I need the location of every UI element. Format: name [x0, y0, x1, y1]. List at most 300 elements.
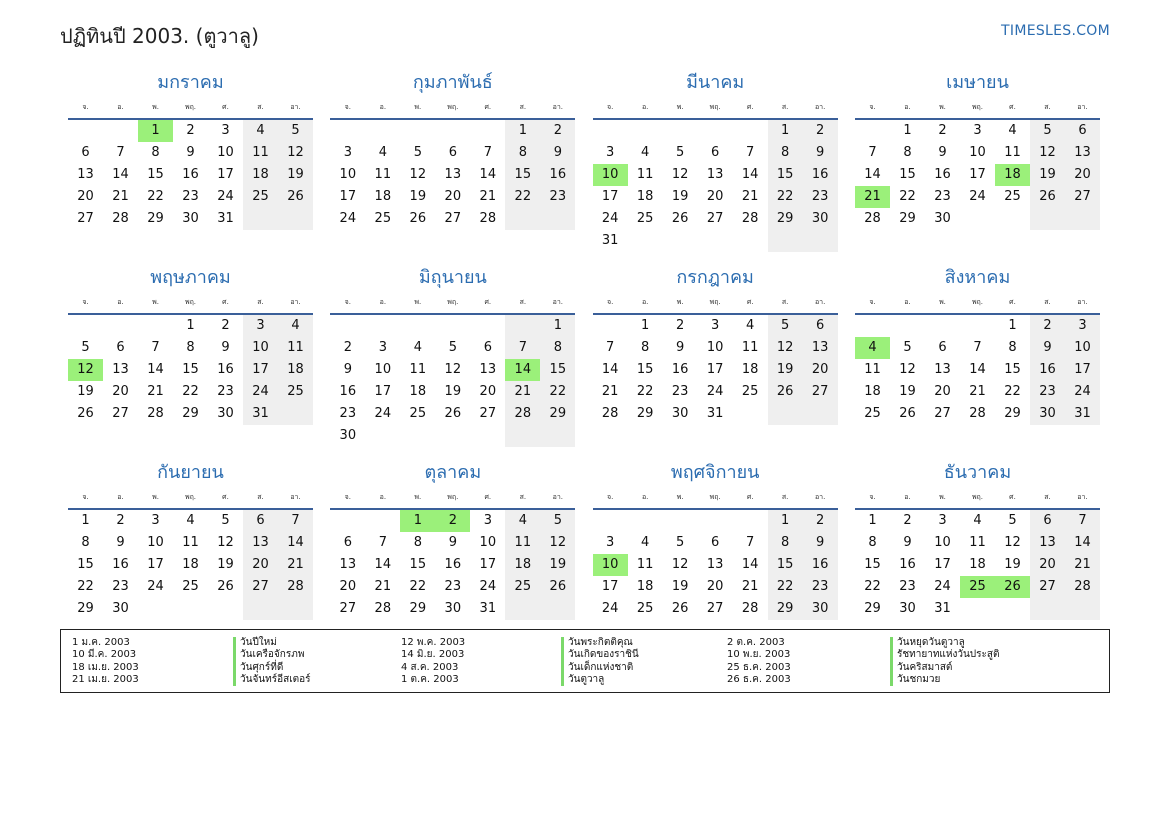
- day-cell: 27: [112, 406, 129, 421]
- day-cell: 18: [636, 189, 654, 204]
- empty-day-cell: [663, 230, 698, 252]
- month-block: [593, 265, 838, 460]
- weekday-label: พฤ.: [709, 103, 721, 111]
- holiday-name: วันศุกร์ที่ดี: [233, 662, 311, 674]
- day-cell: 25: [409, 406, 427, 421]
- day-cell: 2: [676, 318, 685, 333]
- weekday-label: พ.: [676, 298, 684, 306]
- weekday-label: อ.: [904, 493, 911, 501]
- day-cell: 21: [741, 579, 759, 594]
- day-cell: 23: [112, 579, 129, 594]
- weekday-label: พ.: [676, 493, 684, 501]
- day-cell: 29: [1004, 406, 1021, 421]
- weekday-label: ศ.: [222, 298, 229, 306]
- day-cell: 19: [768, 359, 803, 381]
- weekday-label: อ.: [904, 103, 911, 111]
- day-cell: 22: [77, 579, 94, 594]
- weekday-label: ส.: [257, 298, 264, 306]
- day-cell: 29: [409, 601, 427, 616]
- empty-day-cell: [1030, 598, 1065, 620]
- day-cell: 3: [711, 318, 720, 333]
- weekday-header: [593, 96, 838, 120]
- holiday-day-cell: 1: [400, 510, 435, 532]
- holiday-date: 4 ส.ค. 2003: [401, 661, 459, 673]
- day-cell: 7: [116, 145, 125, 160]
- empty-day-cell: [505, 208, 540, 230]
- month-name: มีนาคม: [686, 72, 745, 93]
- empty-day-cell: [103, 315, 138, 337]
- day-cell: 21: [278, 554, 313, 576]
- empty-day-cell: [505, 315, 540, 337]
- day-cell: 2: [803, 510, 838, 532]
- holiday-name: วันหยุดวันตูวาลู: [890, 637, 1000, 649]
- day-cell: 5: [413, 145, 422, 160]
- holiday-date: 21 เม.ย. 2003: [72, 673, 139, 685]
- weekday-label: พ.: [414, 103, 422, 111]
- holiday-date: 2 ต.ค. 2003: [727, 637, 785, 648]
- weekday-label: ศ.: [746, 298, 754, 306]
- month-block: [855, 70, 1100, 265]
- day-cell: 7: [483, 145, 492, 160]
- month-block: [855, 460, 1100, 655]
- empty-day-cell: [208, 598, 243, 620]
- weekday-label: ส.: [257, 103, 264, 111]
- weekday-label: พฤ.: [709, 493, 721, 501]
- day-cell: 1: [768, 510, 803, 532]
- month-name: กันยายน: [157, 462, 224, 483]
- day-cell: 23: [339, 406, 357, 421]
- day-cell: 20: [706, 189, 724, 204]
- empty-day-cell: [698, 510, 733, 532]
- day-cell: 24: [969, 189, 986, 204]
- day-cell: 22: [768, 186, 803, 208]
- day-cell: 30: [444, 601, 462, 616]
- weekday-header: [330, 96, 575, 120]
- day-cell: 11: [741, 340, 759, 355]
- day-cell: 30: [1030, 403, 1065, 425]
- day-cell: 10: [479, 535, 497, 550]
- empty-day-cell: [593, 315, 628, 337]
- holiday-day-cell: 2: [435, 510, 470, 532]
- day-cell: 5: [768, 315, 803, 337]
- day-cell: 3: [483, 513, 492, 528]
- weekday-label: อ.: [379, 298, 387, 306]
- day-cell: 25: [278, 381, 313, 403]
- day-cell: 21: [147, 384, 164, 399]
- empty-day-cell: [1030, 208, 1065, 230]
- day-cell: 4: [641, 145, 650, 160]
- day-cell: 25: [1004, 189, 1021, 204]
- day-cell: 30: [217, 406, 234, 421]
- day-cell: 8: [768, 142, 803, 164]
- holiday-name: วันคริสมาสต์: [890, 662, 1000, 674]
- day-cell: 10: [217, 145, 234, 160]
- day-cell: 5: [221, 513, 230, 528]
- day-cell: 20: [803, 359, 838, 381]
- day-cell: 14: [112, 167, 129, 182]
- day-cell: 2: [221, 318, 230, 333]
- weekday-label: พ.: [152, 493, 159, 501]
- weekday-label: พ.: [152, 103, 159, 111]
- day-cell: 2: [186, 123, 195, 138]
- empty-day-cell: [540, 425, 575, 447]
- day-cell: 17: [339, 189, 357, 204]
- legend-date-column: [72, 637, 139, 686]
- day-cell: 8: [868, 535, 877, 550]
- day-cell: 28: [479, 211, 497, 226]
- day-cell: 30: [899, 601, 916, 616]
- weekday-label: อ.: [641, 298, 649, 306]
- day-cell: 5: [448, 340, 457, 355]
- day-cell: 29: [540, 403, 575, 425]
- empty-day-cell: [138, 598, 173, 620]
- day-cell: 13: [706, 167, 724, 182]
- day-cell: 3: [378, 340, 387, 355]
- day-cell: 3: [221, 123, 230, 138]
- day-cell: 25: [243, 186, 278, 208]
- day-cell: 23: [444, 579, 462, 594]
- day-cell: 18: [243, 164, 278, 186]
- day-cell: 8: [81, 535, 90, 550]
- empty-day-cell: [628, 230, 663, 252]
- weekday-label: ส.: [519, 298, 527, 306]
- weekday-label: จ.: [344, 493, 351, 501]
- day-cell: 30: [339, 428, 357, 443]
- day-cell: 1: [768, 120, 803, 142]
- day-cell: 11: [636, 557, 654, 572]
- empty-day-cell: [505, 598, 540, 620]
- day-cell: 6: [1030, 510, 1065, 532]
- weekday-label: พฤ.: [971, 298, 984, 306]
- day-cell: 29: [182, 406, 199, 421]
- day-cell: 24: [243, 381, 278, 403]
- day-cell: 8: [641, 340, 650, 355]
- empty-day-cell: [733, 120, 768, 142]
- day-cell: 28: [112, 211, 129, 226]
- day-cell: 10: [706, 340, 724, 355]
- holiday-date: 25 ธ.ค. 2003: [727, 661, 791, 673]
- day-cell: 5: [1030, 120, 1065, 142]
- day-grid: [855, 315, 1100, 425]
- day-cell: 27: [77, 211, 94, 226]
- day-cell: 18: [182, 557, 199, 572]
- holiday-date: 1 ต.ค. 2003: [401, 673, 459, 685]
- day-cell: 14: [479, 167, 497, 182]
- empty-day-cell: [663, 120, 698, 142]
- empty-day-cell: [698, 120, 733, 142]
- day-cell: 13: [243, 532, 278, 554]
- day-cell: 18: [374, 189, 392, 204]
- holiday-day-cell: 26: [995, 576, 1030, 598]
- empty-day-cell: [400, 315, 435, 337]
- day-cell: 28: [1065, 576, 1100, 598]
- day-cell: 11: [1004, 145, 1021, 160]
- day-cell: 26: [278, 186, 313, 208]
- day-cell: 28: [147, 406, 164, 421]
- weekday-label: อ.: [117, 493, 124, 501]
- day-grid: [68, 510, 313, 620]
- holiday-date: 26 ธ.ค. 2003: [727, 673, 791, 685]
- empty-day-cell: [925, 315, 960, 337]
- day-cell: 22: [182, 384, 199, 399]
- day-cell: 27: [339, 601, 357, 616]
- month-name: สิงหาคม: [944, 267, 1011, 288]
- weekday-label: ศ.: [1009, 493, 1016, 501]
- holiday-legend: [60, 629, 1110, 693]
- day-cell: 2: [903, 513, 912, 528]
- weekday-label: พฤ.: [447, 103, 459, 111]
- day-cell: 19: [1004, 557, 1021, 572]
- day-cell: 7: [973, 340, 982, 355]
- day-cell: 16: [1030, 359, 1065, 381]
- day-cell: 15: [636, 362, 654, 377]
- day-cell: 11: [505, 532, 540, 554]
- day-cell: 3: [243, 315, 278, 337]
- month-block: [330, 460, 575, 655]
- day-cell: 19: [899, 384, 916, 399]
- day-cell: 13: [1030, 532, 1065, 554]
- day-cell: 4: [1008, 123, 1017, 138]
- holiday-name: วันตูวาลู: [561, 674, 639, 686]
- day-cell: 27: [444, 211, 462, 226]
- day-cell: 19: [217, 557, 234, 572]
- holiday-name: วันชกมวย: [890, 674, 1000, 686]
- weekday-label: อา.: [552, 298, 564, 306]
- empty-day-cell: [330, 510, 365, 532]
- day-cell: 28: [278, 576, 313, 598]
- day-cell: 4: [505, 510, 540, 532]
- day-cell: 20: [243, 554, 278, 576]
- day-cell: 15: [899, 167, 916, 182]
- day-cell: 9: [186, 145, 195, 160]
- day-cell: 12: [899, 362, 916, 377]
- day-cell: 19: [278, 164, 313, 186]
- day-cell: 20: [1065, 164, 1100, 186]
- day-cell: 8: [505, 142, 540, 164]
- weekday-label: ศ.: [1009, 103, 1016, 111]
- day-cell: 11: [409, 362, 427, 377]
- weekday-label: ศ.: [1009, 298, 1016, 306]
- day-cell: 4: [413, 340, 422, 355]
- day-cell: 23: [1030, 381, 1065, 403]
- day-cell: 15: [540, 359, 575, 381]
- holiday-day-cell: 21: [855, 186, 890, 208]
- day-cell: 6: [81, 145, 90, 160]
- day-cell: 10: [934, 535, 951, 550]
- day-cell: 25: [864, 406, 881, 421]
- weekday-header: [593, 486, 838, 510]
- day-cell: 20: [77, 189, 94, 204]
- day-cell: 14: [741, 557, 759, 572]
- day-cell: 3: [938, 513, 947, 528]
- day-cell: 11: [278, 337, 313, 359]
- empty-day-cell: [243, 208, 278, 230]
- day-cell: 21: [601, 384, 619, 399]
- day-cell: 21: [1065, 554, 1100, 576]
- day-cell: 28: [969, 406, 986, 421]
- weekday-label: พฤ.: [971, 493, 984, 501]
- legend-name-column: [233, 637, 311, 686]
- day-grid: [68, 120, 313, 230]
- day-cell: 23: [899, 579, 916, 594]
- holiday-date: 12 พ.ค. 2003: [401, 637, 466, 648]
- day-cell: 18: [969, 557, 986, 572]
- weekday-label: จ.: [82, 298, 89, 306]
- empty-day-cell: [365, 120, 400, 142]
- day-cell: 30: [803, 598, 838, 620]
- holiday-date: 14 มิ.ย. 2003: [401, 649, 465, 661]
- day-cell: 13: [934, 362, 951, 377]
- empty-day-cell: [365, 510, 400, 532]
- empty-day-cell: [330, 315, 365, 337]
- day-cell: 5: [676, 145, 685, 160]
- day-cell: 16: [112, 557, 129, 572]
- empty-day-cell: [628, 510, 663, 532]
- day-cell: 31: [479, 601, 497, 616]
- weekday-label: ศ.: [746, 103, 754, 111]
- weekday-label: อา.: [290, 298, 301, 306]
- day-cell: 12: [671, 167, 689, 182]
- day-cell: 17: [601, 579, 619, 594]
- empty-day-cell: [68, 120, 103, 142]
- day-cell: 9: [448, 535, 457, 550]
- weekday-label: อา.: [290, 493, 301, 501]
- empty-day-cell: [435, 315, 470, 337]
- day-cell: 26: [540, 576, 575, 598]
- day-cell: 23: [540, 186, 575, 208]
- day-cell: 3: [343, 145, 352, 160]
- day-cell: 24: [601, 211, 619, 226]
- day-cell: 17: [374, 384, 392, 399]
- day-cell: 31: [217, 211, 234, 226]
- day-cell: 23: [934, 189, 951, 204]
- day-cell: 13: [479, 362, 497, 377]
- day-cell: 10: [374, 362, 392, 377]
- day-cell: 15: [1004, 362, 1021, 377]
- weekday-label: อ.: [379, 103, 387, 111]
- weekday-header: [330, 486, 575, 510]
- day-cell: 20: [112, 384, 129, 399]
- empty-day-cell: [855, 315, 890, 337]
- day-cell: 30: [182, 211, 199, 226]
- day-cell: 6: [1065, 120, 1100, 142]
- day-grid: [855, 510, 1100, 620]
- day-cell: 23: [803, 576, 838, 598]
- empty-day-cell: [435, 120, 470, 142]
- day-cell: 19: [409, 189, 427, 204]
- day-cell: 10: [147, 535, 164, 550]
- day-cell: 22: [147, 189, 164, 204]
- day-cell: 21: [112, 189, 129, 204]
- day-cell: 21: [374, 579, 392, 594]
- empty-day-cell: [505, 425, 540, 447]
- day-cell: 12: [409, 167, 427, 182]
- weekday-label: อา.: [1077, 103, 1088, 111]
- holiday-day-cell: 10: [593, 554, 628, 576]
- day-cell: 2: [1030, 315, 1065, 337]
- day-grid: [330, 120, 575, 230]
- day-cell: 1: [186, 318, 195, 333]
- day-cell: 16: [217, 362, 234, 377]
- day-cell: 16: [899, 557, 916, 572]
- weekday-label: อ.: [117, 103, 124, 111]
- empty-day-cell: [890, 315, 925, 337]
- month-name: พฤศจิกายน: [670, 462, 760, 483]
- day-cell: 22: [1004, 384, 1021, 399]
- empty-day-cell: [768, 403, 803, 425]
- page-title: ปฏิทินปี 2003. (ตูวาลู): [60, 24, 259, 48]
- site-link[interactable]: TIMESLES.COM: [1001, 23, 1110, 39]
- day-cell: 31: [1065, 403, 1100, 425]
- day-cell: 18: [278, 359, 313, 381]
- day-cell: 26: [671, 211, 689, 226]
- empty-day-cell: [243, 598, 278, 620]
- day-cell: 29: [864, 601, 881, 616]
- empty-day-cell: [470, 425, 505, 447]
- empty-day-cell: [278, 598, 313, 620]
- day-cell: 25: [741, 384, 759, 399]
- day-cell: 31: [601, 233, 619, 248]
- holiday-name: วันปีใหม่: [233, 637, 311, 649]
- month-name: พฤษภาคม: [150, 267, 231, 288]
- day-cell: 6: [343, 535, 352, 550]
- day-cell: 12: [1030, 142, 1065, 164]
- weekday-label: พ.: [676, 103, 684, 111]
- day-cell: 7: [1065, 510, 1100, 532]
- day-cell: 15: [409, 557, 427, 572]
- empty-day-cell: [960, 315, 995, 337]
- day-cell: 27: [479, 406, 497, 421]
- day-cell: 26: [444, 406, 462, 421]
- day-cell: 6: [483, 340, 492, 355]
- day-cell: 19: [671, 579, 689, 594]
- day-cell: 14: [741, 167, 759, 182]
- empty-day-cell: [435, 425, 470, 447]
- weekday-label: พ.: [414, 298, 422, 306]
- day-cell: 7: [746, 145, 755, 160]
- day-cell: 16: [803, 554, 838, 576]
- day-cell: 18: [505, 554, 540, 576]
- empty-day-cell: [365, 315, 400, 337]
- day-cell: 5: [1008, 513, 1017, 528]
- day-cell: 27: [243, 576, 278, 598]
- day-cell: 11: [243, 142, 278, 164]
- day-cell: 17: [147, 557, 164, 572]
- empty-day-cell: [330, 120, 365, 142]
- weekday-label: ส.: [781, 493, 789, 501]
- day-cell: 21: [741, 189, 759, 204]
- weekday-label: จ.: [82, 493, 89, 501]
- day-cell: 18: [409, 384, 427, 399]
- weekday-label: ส.: [781, 298, 789, 306]
- day-cell: 20: [479, 384, 497, 399]
- day-cell: 5: [540, 510, 575, 532]
- weekday-label: ศ.: [746, 493, 754, 501]
- weekday-label: อา.: [1077, 298, 1088, 306]
- day-cell: 8: [1008, 340, 1017, 355]
- weekday-label: จ.: [606, 298, 614, 306]
- day-grid: [330, 510, 575, 620]
- day-cell: 16: [540, 164, 575, 186]
- day-cell: 2: [116, 513, 125, 528]
- weekday-label: พฤ.: [184, 103, 197, 111]
- day-cell: 6: [711, 535, 720, 550]
- weekday-header: [855, 486, 1100, 510]
- weekday-label: อ.: [641, 103, 649, 111]
- day-cell: 16: [934, 167, 951, 182]
- day-cell: 2: [343, 340, 352, 355]
- day-cell: 10: [339, 167, 357, 182]
